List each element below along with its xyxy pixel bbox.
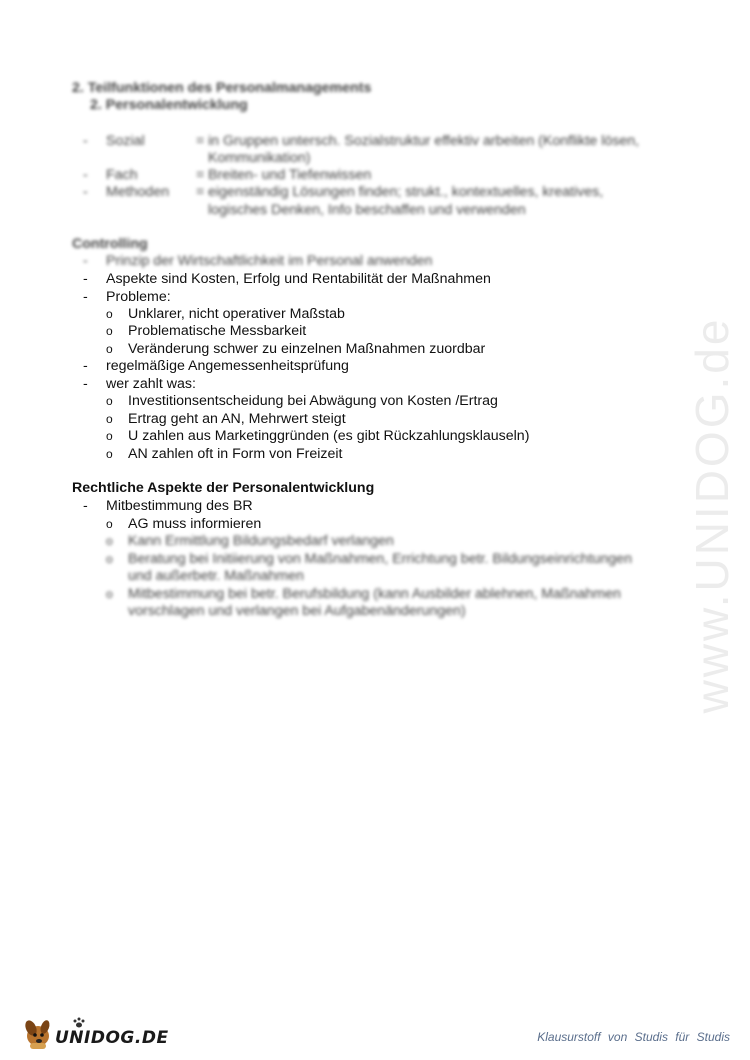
section-subheading: 2. Personalentwicklung <box>90 97 248 113</box>
item-label: Methoden <box>106 184 170 200</box>
item-label: Fach <box>106 167 138 183</box>
item-text: in Gruppen untersch. Sozialstruktur effektiv arbeiten (Konflikte lösen, <box>208 133 640 149</box>
controlling-heading: Controlling <box>72 236 148 252</box>
logo-text: UNIDOG.DE <box>55 1028 169 1048</box>
item-text: eigenständig Lösungen finden; strukt., kontextuelles, kreatives, <box>208 184 604 200</box>
rechtlich-heading: Rechtliche Aspekte der Personalentwicklung <box>72 480 375 496</box>
watermark: www.UNIDOG.de <box>686 316 738 714</box>
section-heading: 2. Teilfunktionen des Personalmanagements <box>72 80 372 96</box>
item-text: Breiten- und Tiefenwissen <box>208 167 372 183</box>
item-label: Sozial <box>106 133 145 149</box>
footer-tagline: Klausurstoff von Studis für Studis <box>537 1030 730 1044</box>
document-page: 2. Teilfunktionen des Personalmanagements 2. Personalentwicklung - Sozial = in Gruppen untersch. Sozialstruktur effektiv arbeiten (Konflikte lösen, Kommunikation) - Fach = Breiten- und Tiefenwissen - Methoden = eigenständig Lösungen finden; strukt., kontextuelles, kreatives, logisches Denken, Info beschaffen und verwenden Controlling - Prinzip der Wirtschaftlichkeit im Personal anwenden - Aspekte sind Kosten, Erfolg und Rentabilität der Maßnahmen - Probleme: o Unklarer, nicht operativer Maßstab o Problematische Messbarkeit o Veränderung schwer zu einzelnen Maßnahmen zuordbar - regelmäßige Angemessenheitsprüfung - wer zahlt was: o Investitionsentscheidung bei Abwägung von Kosten /Ertrag o Ertrag geht an AN, Mehrwert steigt o U zahlen aus Marketinggründen (es gibt Rückzahlungsklauseln) o AN zahlen oft in Form von Freizeit Rechtliche Aspekte der Personalentwicklung - Mitbestimmung des BR o AG muss informieren o Kann Ermittlung Bildungsbedarf verlangen o Beratung bei Initiierung von Maßnahmen, Errichtung betr. Bildungseinrichtungen und außerbetr. Maßnahmen o Mitbestimmung bei betr. Berufsbildung (kann Ausbilder ablehnen, Maßnahmen vorschlagen und verlangen bei Aufgabenänderungen) www.UNIDOG.de UNIDOG.DE Klausurstoff von Studis für Studis <box>0 0 750 1060</box>
